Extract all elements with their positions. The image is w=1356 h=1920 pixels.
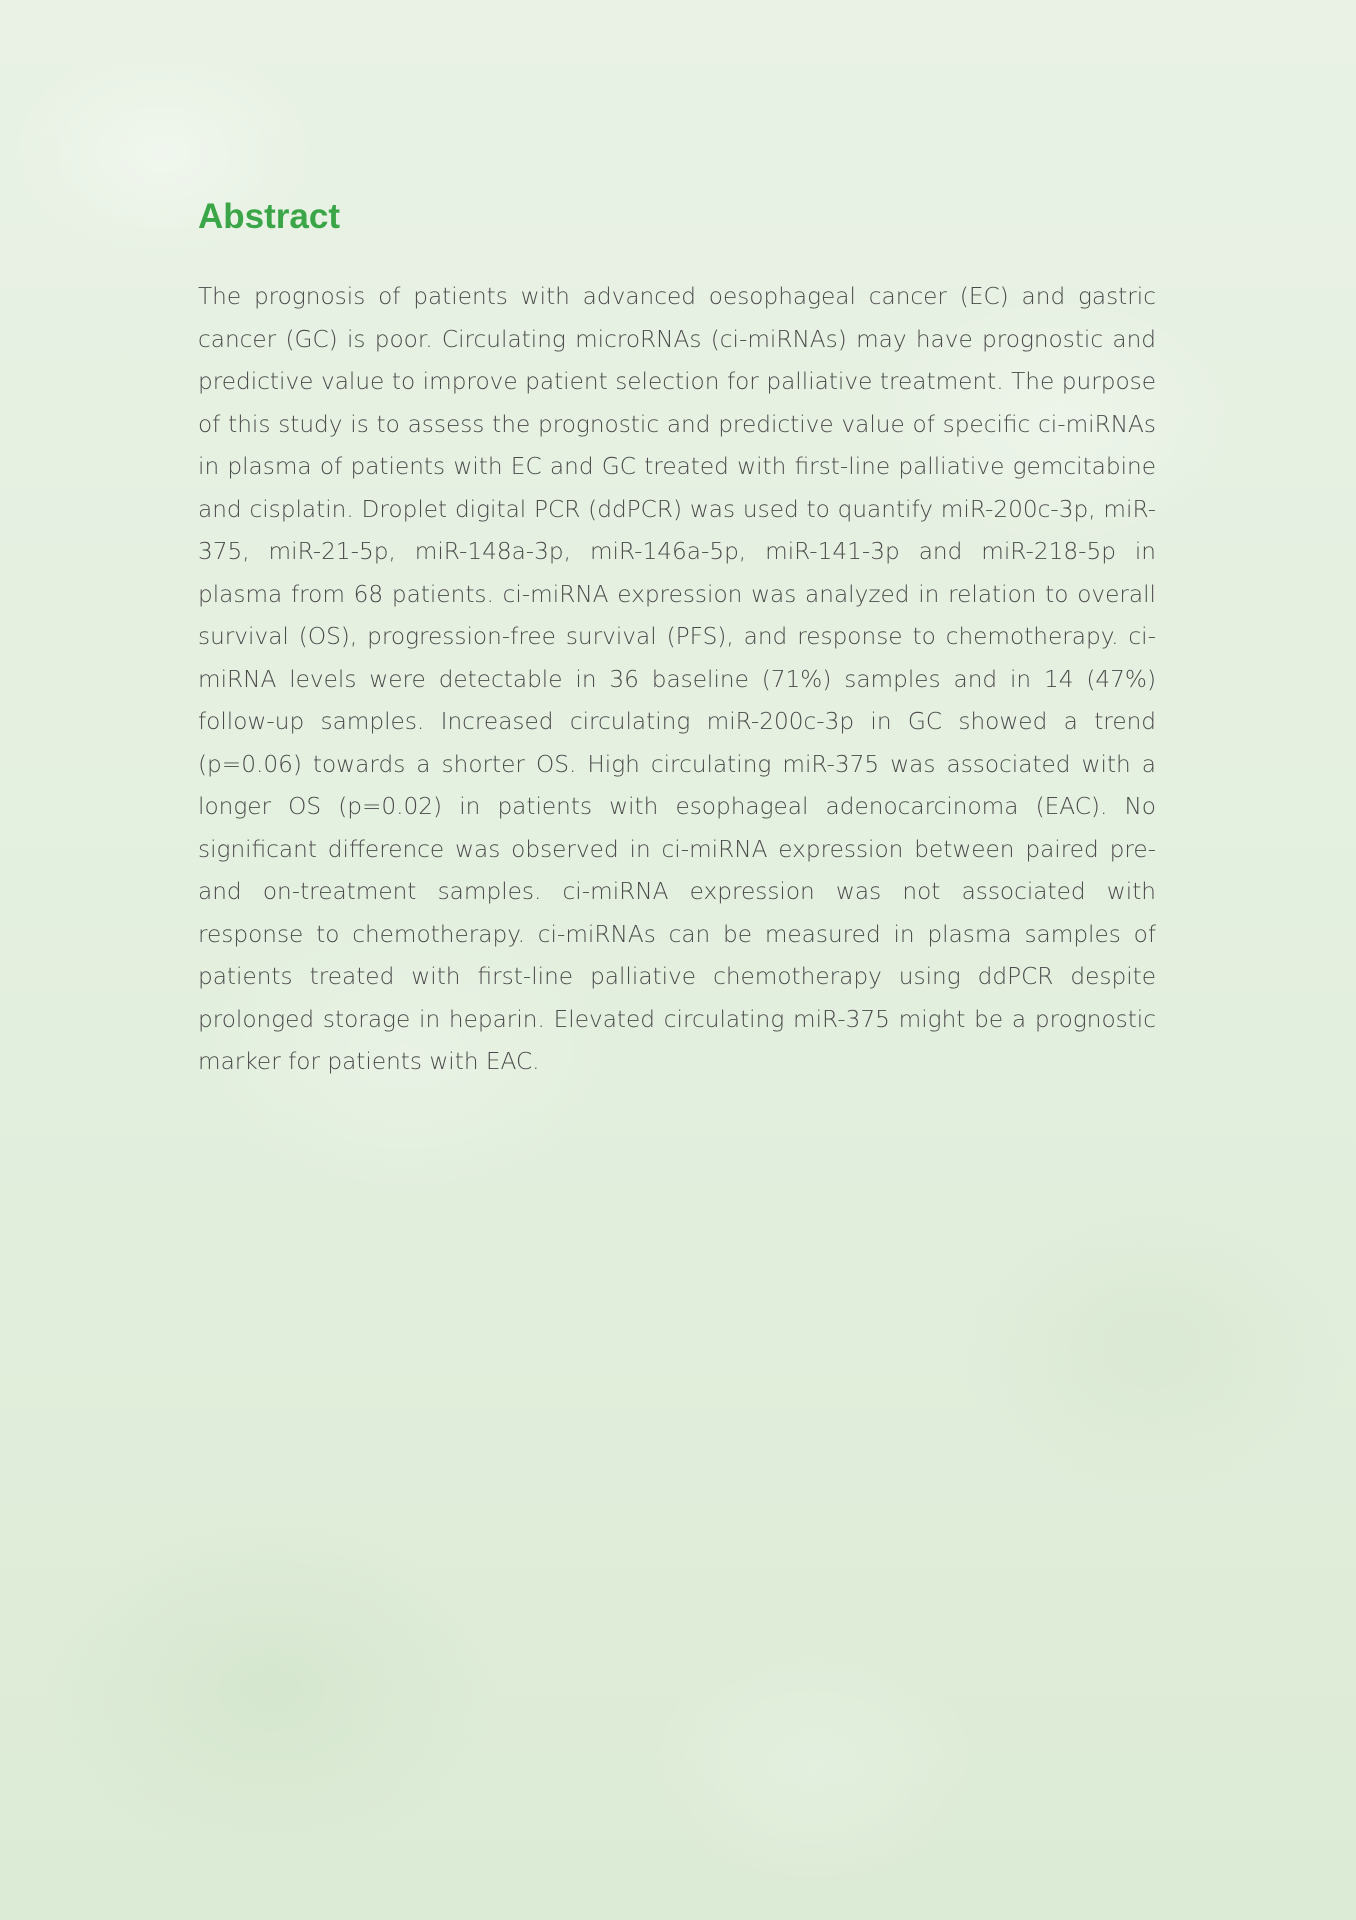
abstract-body: The prognosis of patients with advanced oesophageal cancer (EC) and gastric cancer (GC) is poor. Circulating microRNAs (ci-miRNAs) may have prognostic and predictive value to improve patient selection for palliative treatment. The purpose of this study is to assess the prognostic and predictive value of specific ci-miRNAs in plasma of patients with EC and GC treated with first-line palliative gemcitabine and cisplatin. Droplet digital PCR (ddPCR) was used to quantify miR-200c-3p, miR-375, miR-21-5p, miR-148a-3p, miR-146a-5p, miR-141-3p and miR-218-5p in plasma from 68 patients. ci-miRNA expression was analyzed in relation to overall survival (OS), progression-free survival (PFS), and response to chemotherapy. ci-miRNA levels were detectable in 36 baseline (71%) samples and in 14 (47%) follow-up samples. Increased circulating miR-200c-3p in GC showed a trend (p=0.06) towards a shorter OS. High circulating miR-375 was associated with a longer OS (p=0.02) in patients with esophageal adenocarcinoma (EAC). No significant difference was observed in ci-miRNA expression between paired pre- and on-treatment samples. ci-miRNA expression was not associated with response to chemotherapy. ci-miRNAs can be measured in plasma samples of patients treated with first-line palliative chemotherapy using ddPCR despite prolonged storage in heparin. Elevated circulating miR-375 might be a prognostic marker for patients with EAC. xyxy=(198,283,1156,1075)
abstract-section xyxy=(198,192,1156,1084)
abstract-heading: Abstract xyxy=(198,197,340,236)
